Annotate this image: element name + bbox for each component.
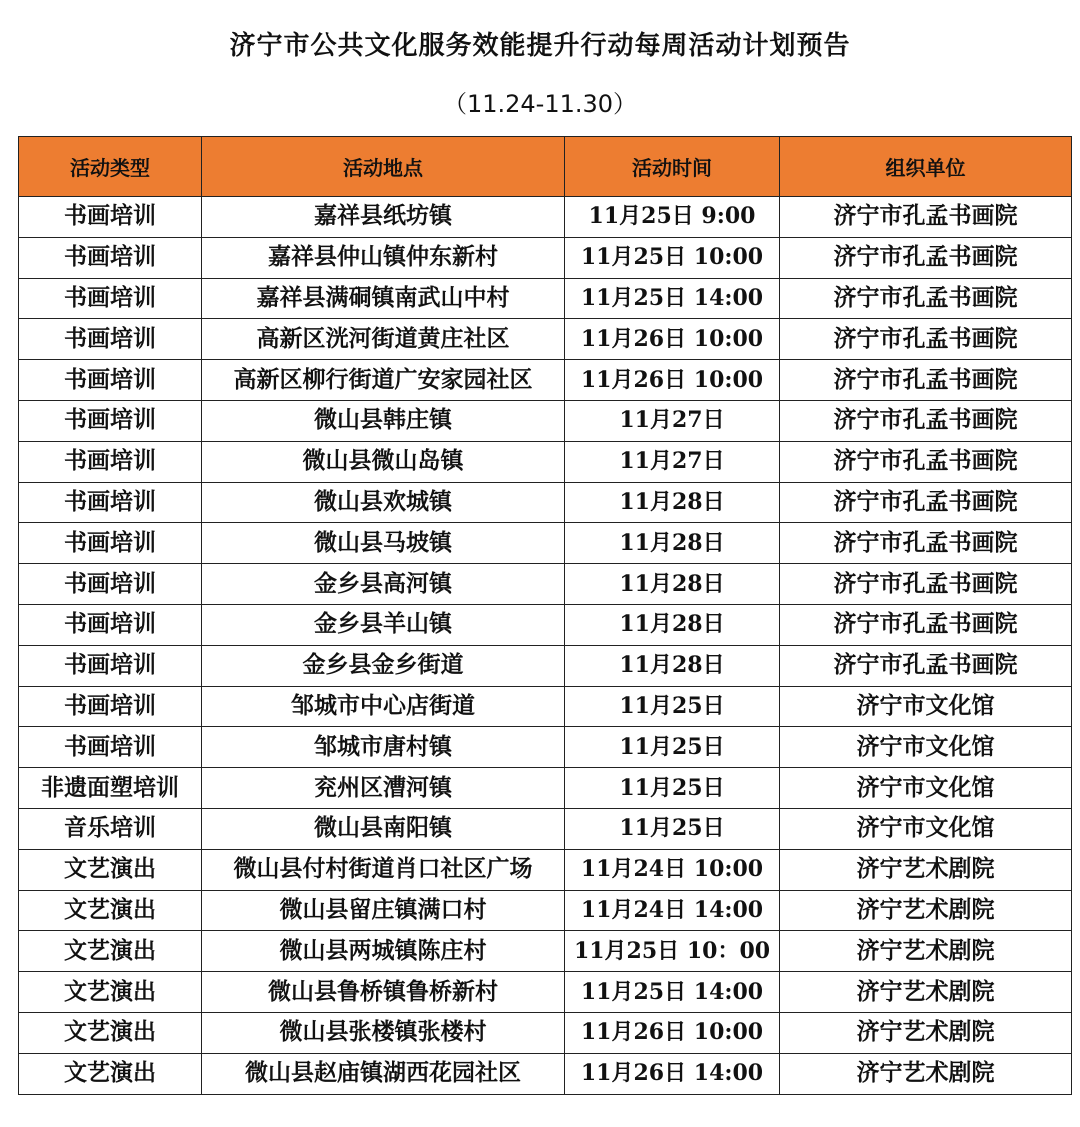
cell-activity-type: 书画培训 — [19, 727, 202, 768]
cell-activity-time: 11月25日 — [565, 768, 780, 809]
cell-activity-type: 书画培训 — [19, 564, 202, 605]
cell-organizer: 济宁艺术剧院 — [780, 931, 1072, 972]
cell-activity-type: 文艺演出 — [19, 890, 202, 931]
table-row — [19, 604, 1072, 645]
header-activity-type: 活动类型 — [19, 137, 202, 197]
cell-activity-type: 书画培训 — [19, 686, 202, 727]
cell-organizer: 济宁艺术剧院 — [780, 972, 1072, 1013]
cell-activity-type: 文艺演出 — [19, 849, 202, 890]
cell-activity-location: 高新区洸河街道黄庄社区 — [202, 319, 565, 360]
cell-activity-time: 11月26日 10:00 — [565, 319, 780, 360]
header-activity-location: 活动地点 — [202, 137, 565, 197]
cell-activity-type: 书画培训 — [19, 360, 202, 401]
cell-activity-type: 书画培训 — [19, 482, 202, 523]
table-row — [19, 686, 1072, 727]
cell-activity-time: 11月28日 — [565, 523, 780, 564]
cell-activity-time: 11月25日 — [565, 686, 780, 727]
cell-activity-time: 11月24日 10:00 — [565, 849, 780, 890]
cell-organizer: 济宁市孔孟书画院 — [780, 441, 1072, 482]
cell-activity-location: 金乡县高河镇 — [202, 564, 565, 605]
table-row — [19, 564, 1072, 605]
cell-organizer: 济宁市孔孟书画院 — [780, 564, 1072, 605]
cell-organizer: 济宁市孔孟书画院 — [780, 523, 1072, 564]
cell-activity-time: 11月28日 — [565, 645, 780, 686]
cell-activity-time: 11月26日 14:00 — [565, 1053, 780, 1094]
table-row — [19, 360, 1072, 401]
cell-activity-location: 微山县微山岛镇 — [202, 441, 565, 482]
cell-activity-time: 11月28日 — [565, 482, 780, 523]
cell-activity-type: 文艺演出 — [19, 931, 202, 972]
cell-activity-location: 邹城市唐村镇 — [202, 727, 565, 768]
cell-activity-type: 书画培训 — [19, 278, 202, 319]
cell-organizer: 济宁市孔孟书画院 — [780, 482, 1072, 523]
cell-organizer: 济宁艺术剧院 — [780, 849, 1072, 890]
cell-activity-type: 书画培训 — [19, 197, 202, 238]
cell-activity-type: 文艺演出 — [19, 1012, 202, 1053]
cell-activity-time: 11月25日 — [565, 808, 780, 849]
table-row — [19, 727, 1072, 768]
table-row — [19, 890, 1072, 931]
cell-activity-location: 邹城市中心店街道 — [202, 686, 565, 727]
cell-organizer: 济宁市文化馆 — [780, 768, 1072, 809]
cell-activity-location: 微山县两城镇陈庄村 — [202, 931, 565, 972]
cell-organizer: 济宁市孔孟书画院 — [780, 319, 1072, 360]
cell-activity-time: 11月25日 9:00 — [565, 197, 780, 238]
table-row — [19, 400, 1072, 441]
cell-activity-location: 微山县鲁桥镇鲁桥新村 — [202, 972, 565, 1013]
cell-activity-time: 11月27日 — [565, 441, 780, 482]
header-activity-time: 活动时间 — [565, 137, 780, 197]
table-header-row — [19, 137, 1072, 197]
table-row — [19, 931, 1072, 972]
cell-organizer: 济宁市孔孟书画院 — [780, 360, 1072, 401]
cell-activity-location: 微山县张楼镇张楼村 — [202, 1012, 565, 1053]
table-row — [19, 768, 1072, 809]
cell-organizer: 济宁市文化馆 — [780, 808, 1072, 849]
date-range-subtitle: （11.24-11.30） — [442, 90, 638, 118]
table-row — [19, 319, 1072, 360]
cell-activity-type: 书画培训 — [19, 319, 202, 360]
table-row — [19, 278, 1072, 319]
cell-activity-location: 高新区柳行街道广安家园社区 — [202, 360, 565, 401]
page-title: 济宁市公共文化服务效能提升行动每周活动计划预告 — [229, 31, 851, 61]
cell-activity-time: 11月28日 — [565, 564, 780, 605]
cell-activity-location: 微山县欢城镇 — [202, 482, 565, 523]
table-body — [19, 197, 1072, 1095]
cell-activity-time: 11月26日 10:00 — [565, 1012, 780, 1053]
cell-activity-location: 兖州区漕河镇 — [202, 768, 565, 809]
table-row — [19, 197, 1072, 238]
table-row — [19, 645, 1072, 686]
cell-activity-time: 11月24日 14:00 — [565, 890, 780, 931]
table-row — [19, 482, 1072, 523]
table-row — [19, 849, 1072, 890]
cell-organizer: 济宁市孔孟书画院 — [780, 278, 1072, 319]
cell-activity-time: 11月27日 — [565, 400, 780, 441]
table-row — [19, 1053, 1072, 1094]
cell-activity-type: 书画培训 — [19, 523, 202, 564]
cell-activity-time: 11月26日 10:00 — [565, 360, 780, 401]
cell-activity-type: 书画培训 — [19, 604, 202, 645]
table-row — [19, 441, 1072, 482]
cell-activity-type: 音乐培训 — [19, 808, 202, 849]
activity-schedule-table — [18, 136, 1072, 1095]
table-row — [19, 523, 1072, 564]
cell-organizer: 济宁艺术剧院 — [780, 1053, 1072, 1094]
table-row — [19, 972, 1072, 1013]
cell-activity-location: 微山县付村街道肖口社区广场 — [202, 849, 565, 890]
cell-activity-type: 书画培训 — [19, 441, 202, 482]
cell-activity-time: 11月25日 14:00 — [565, 278, 780, 319]
cell-activity-type: 文艺演出 — [19, 972, 202, 1013]
cell-activity-time: 11月25日 14:00 — [565, 972, 780, 1013]
cell-activity-location: 金乡县金乡街道 — [202, 645, 565, 686]
cell-activity-type: 书画培训 — [19, 237, 202, 278]
cell-activity-location: 微山县马坡镇 — [202, 523, 565, 564]
cell-activity-location: 微山县赵庙镇湖西花园社区 — [202, 1053, 565, 1094]
cell-activity-time: 11月25日 10：00 — [565, 931, 780, 972]
cell-organizer: 济宁艺术剧院 — [780, 890, 1072, 931]
cell-activity-location: 嘉祥县仲山镇仲东新村 — [202, 237, 565, 278]
cell-organizer: 济宁市孔孟书画院 — [780, 604, 1072, 645]
table-row — [19, 1012, 1072, 1053]
table-row — [19, 237, 1072, 278]
cell-organizer: 济宁市文化馆 — [780, 727, 1072, 768]
cell-activity-time: 11月25日 10:00 — [565, 237, 780, 278]
table-row — [19, 808, 1072, 849]
cell-activity-time: 11月28日 — [565, 604, 780, 645]
cell-activity-location: 嘉祥县纸坊镇 — [202, 197, 565, 238]
cell-activity-location: 微山县留庄镇满口村 — [202, 890, 565, 931]
header-organizer: 组织单位 — [780, 137, 1072, 197]
cell-activity-location: 金乡县羊山镇 — [202, 604, 565, 645]
cell-activity-type: 文艺演出 — [19, 1053, 202, 1094]
cell-organizer: 济宁艺术剧院 — [780, 1012, 1072, 1053]
cell-activity-location: 嘉祥县满硐镇南武山中村 — [202, 278, 565, 319]
cell-organizer: 济宁市文化馆 — [780, 686, 1072, 727]
cell-activity-time: 11月25日 — [565, 727, 780, 768]
cell-activity-location: 微山县韩庄镇 — [202, 400, 565, 441]
cell-activity-type: 非遗面塑培训 — [19, 768, 202, 809]
cell-activity-location: 微山县南阳镇 — [202, 808, 565, 849]
cell-organizer: 济宁市孔孟书画院 — [780, 197, 1072, 238]
cell-organizer: 济宁市孔孟书画院 — [780, 400, 1072, 441]
cell-activity-type: 书画培训 — [19, 400, 202, 441]
cell-activity-type: 书画培训 — [19, 645, 202, 686]
cell-organizer: 济宁市孔孟书画院 — [780, 237, 1072, 278]
cell-organizer: 济宁市孔孟书画院 — [780, 645, 1072, 686]
